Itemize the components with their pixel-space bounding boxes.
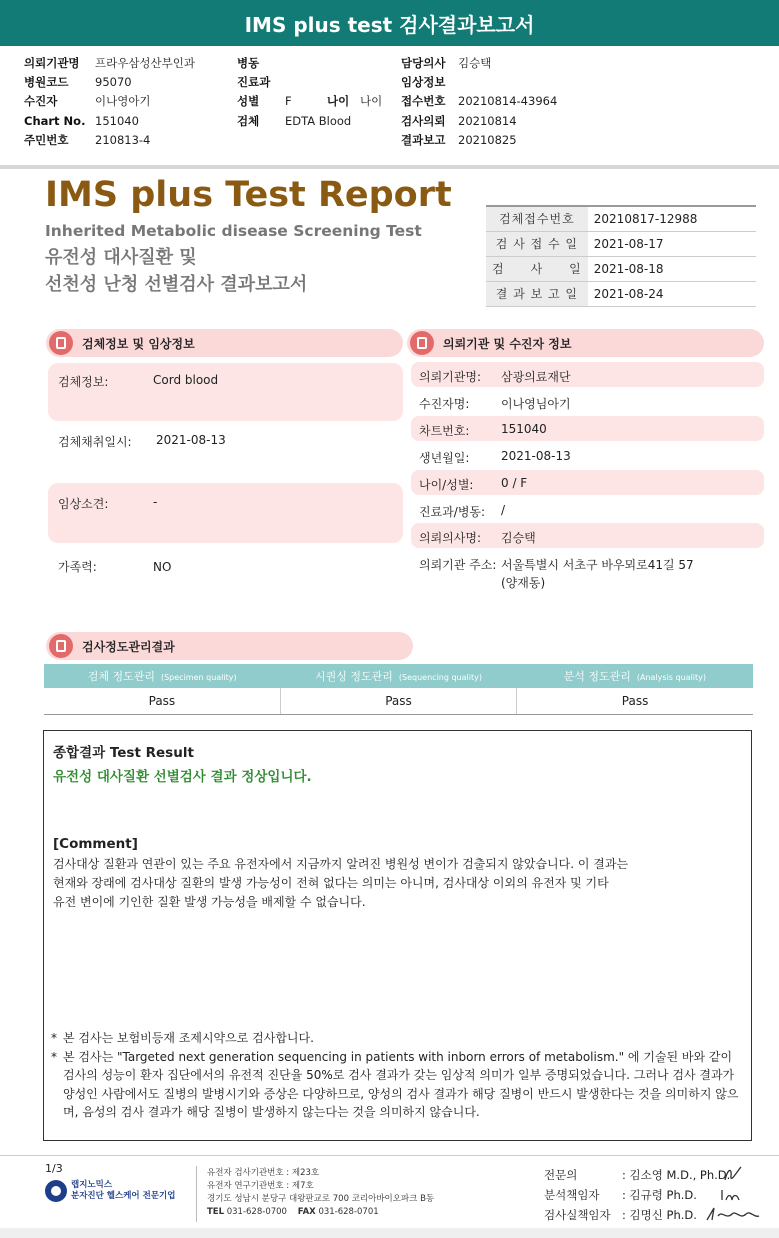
chart-no-value: 151040 xyxy=(95,113,139,128)
table-row xyxy=(486,206,756,231)
client-row-label: 의뢰기관명: xyxy=(419,370,482,384)
report-subtitle-ko xyxy=(45,244,307,298)
page-number: 1/3 xyxy=(45,1162,63,1175)
receipt-key: 검 사 접 수 일 xyxy=(486,231,588,256)
signer-row xyxy=(544,1187,697,1203)
company-logo-icon xyxy=(45,1180,67,1202)
header-column-2 xyxy=(237,54,382,131)
qc-header-ko: 검체 정도관리 xyxy=(87,670,155,683)
comment-line: 유전 변이에 기인한 질환 발생 가능성을 배제할 수 없습니다. xyxy=(53,895,366,909)
qc-header-ko: 시퀀싱 정도관리 xyxy=(315,670,393,683)
client-row-value: 이나영님아기 xyxy=(501,397,571,411)
request-date-value: 20210814 xyxy=(458,113,517,128)
report-banner xyxy=(0,0,779,46)
client-row xyxy=(411,416,764,441)
collection-date-value: 2021-08-13 xyxy=(156,433,226,447)
signer-row xyxy=(544,1167,730,1183)
specimen-value: EDTA Blood xyxy=(285,113,352,128)
clinical-info-label: 임상정보 xyxy=(401,75,446,90)
client-row-label: 차트번호: xyxy=(419,424,470,438)
signer-name: : 김명신 Ph.D. xyxy=(622,1208,697,1222)
receipt-key: 결 과 보 고 일 xyxy=(486,281,588,306)
comment-line: 현재와 장래에 검사대상 질환의 발생 가능성이 전혀 없다는 의미는 아니며, 검사대상 이외의 유전자 및 기타 xyxy=(53,876,609,890)
company-name-line-2: 분자진단 헬스케어 전문기업 xyxy=(71,1191,176,1201)
clinical-findings-value: - xyxy=(153,495,158,509)
specimen-info-label: 검체정보: xyxy=(58,375,109,389)
specimen-section-label: 검체정보 및 임상정보 xyxy=(82,336,195,351)
client-row-value: 151040 xyxy=(501,422,547,436)
qc-header xyxy=(517,664,753,688)
note-text: 본 검사는 보험비등재 조제시약으로 검사합니다. xyxy=(63,1031,314,1045)
hospital-code-value: 95070 xyxy=(95,75,132,90)
test-result-title: 종합결과 Test Result xyxy=(53,745,194,761)
comment-title: [Comment] xyxy=(53,836,138,852)
patient-label: 수진자 xyxy=(24,94,58,109)
chart-no-label: Chart No. xyxy=(24,113,86,128)
sex-label: 성별 xyxy=(237,94,260,109)
client-address-row xyxy=(411,550,764,592)
client-name-label: 의뢰기관명 xyxy=(24,56,80,70)
company-name xyxy=(71,1180,175,1202)
note-text: 본 검사는 "Targeted next generation sequencing in patients with inborn errors of metabolism." 에 기술된 바와 같이 검사의 성능이 환자 집단에서의 유전적 진단율 50%로 검사 결과가 갖는 임상적 의미가 일부 증명되었습니다. 그러나 검사 결과가 양성인 사람에서도 질병의 발병시기와 증상은 다양하므로, 양성의 검사 결과가 해당 질병이 반드시 발생한다는 것을 의미하지 않으며, 음성의 검사 결과가 해당 질병이 발생하지 않는다는 것을 의미하지 않습니다. xyxy=(63,1049,739,1119)
clipboard-icon xyxy=(410,331,434,355)
receipt-no-label: 접수번호 xyxy=(401,94,446,109)
client-section-title xyxy=(407,329,764,357)
signature-mark-1 xyxy=(722,1164,744,1184)
notes xyxy=(51,1029,746,1122)
signer-role: 분석책임자 xyxy=(544,1188,600,1202)
resident-no-value: 210813-4 xyxy=(95,132,151,147)
client-address-line-2: (양재동) xyxy=(501,576,546,590)
signer-name: : 김규령 Ph.D. xyxy=(622,1188,697,1202)
qc-header-en: (Analysis quality) xyxy=(636,673,707,682)
report-subtitle-ko-line-1: 유전성 대사질환 및 xyxy=(45,247,197,268)
specimen-info-value: Cord blood xyxy=(153,373,219,387)
signer-row xyxy=(544,1207,697,1223)
client-row-value: 2021-08-13 xyxy=(501,449,571,463)
qc-section-title xyxy=(46,632,413,660)
client-row-label: 진료과/병동: xyxy=(419,505,486,519)
receipt-table xyxy=(486,205,756,307)
qc-table xyxy=(44,664,753,715)
client-section-label: 의뢰기관 및 수진자 정보 xyxy=(443,336,572,351)
table-row xyxy=(44,664,753,688)
client-row xyxy=(411,389,764,414)
resident-no-label: 주민번호 xyxy=(24,132,69,147)
receipt-no-value: 20210814-43964 xyxy=(458,94,558,109)
client-row-value: 삼광의료재단 xyxy=(501,370,571,384)
qc-value: Pass xyxy=(517,688,753,714)
header-column-3 xyxy=(401,54,557,150)
qc-value: Pass xyxy=(44,688,280,714)
qc-header-en: (Sequencing quality) xyxy=(398,673,482,682)
report-date-label: 결과보고 xyxy=(401,132,446,147)
client-row-label: 생년월일: xyxy=(419,451,470,465)
comment-body xyxy=(53,855,743,912)
qc-header-en: (Specimen quality) xyxy=(160,673,237,682)
client-address-line-1: 서울특별시 서초구 바우뫼로41길 57 xyxy=(501,558,694,572)
client-row xyxy=(411,470,764,495)
client-address-label: 의뢰기관 주소: xyxy=(419,558,497,572)
specimen-label: 검체 xyxy=(237,113,260,128)
asterisk-icon: * xyxy=(51,1031,57,1045)
header-divider xyxy=(0,165,779,169)
qc-header xyxy=(280,664,516,688)
age-label: 나이 xyxy=(327,94,350,109)
family-history-label: 가족력: xyxy=(58,560,97,574)
ward-label: 병동 xyxy=(237,56,260,70)
client-row xyxy=(411,523,764,548)
bottom-bar xyxy=(0,1228,779,1238)
family-history-value: NO xyxy=(153,560,172,574)
footer-vertical-divider xyxy=(196,1166,197,1222)
qc-header xyxy=(44,664,280,688)
asterisk-icon: * xyxy=(51,1049,57,1064)
collection-date-box xyxy=(48,425,403,475)
client-row-value: / xyxy=(501,503,506,517)
note-item xyxy=(51,1048,746,1122)
report-subtitle-ko-line-2: 선천성 난청 선별검사 결과보고서 xyxy=(45,274,308,295)
company-info-line: 경기도 성남시 분당구 대왕판교로 700 코리아바이오파크 B동 xyxy=(207,1194,435,1204)
fax-label: FAX xyxy=(297,1207,316,1217)
client-row xyxy=(411,362,764,387)
client-row xyxy=(411,443,764,468)
test-result-box xyxy=(43,730,752,1141)
age-value: 나이 xyxy=(360,94,383,109)
qc-value: Pass xyxy=(280,688,516,714)
qc-section-label: 검사정도관리결과 xyxy=(82,639,175,654)
fax-value: 031-628-0701 xyxy=(318,1207,379,1217)
tel-value: 031-628-0700 xyxy=(226,1207,287,1217)
comment-line: 검사대상 질환과 연관이 있는 주요 유전자에서 지금까지 알려진 병원성 변이가 검출되지 않았습니다. 이 결과는 xyxy=(53,857,629,871)
receipt-key: 검 사 일 xyxy=(486,256,588,281)
table-row xyxy=(486,256,756,281)
client-row-value: 0 / F xyxy=(501,476,528,490)
clipboard-icon xyxy=(49,634,73,658)
company-contact xyxy=(207,1206,434,1219)
specimen-info-box xyxy=(48,363,403,421)
company-info xyxy=(207,1167,434,1219)
report-subtitle-en: Inherited Metabolic disease Screening Test xyxy=(45,222,422,240)
clipboard-icon xyxy=(49,331,73,355)
signer-role: 검사실책임자 xyxy=(544,1208,611,1222)
table-row xyxy=(486,281,756,306)
header-column-1 xyxy=(24,54,195,150)
report-date-value: 20210825 xyxy=(458,132,517,147)
signer-name: : 김소영 M.D., Ph.D. xyxy=(622,1168,731,1182)
signature-mark-3 xyxy=(704,1204,762,1224)
client-row-label: 나이/성별: xyxy=(419,478,474,492)
banner-title: IMS plus test 검사결과보고서 xyxy=(244,12,535,37)
receipt-value: 2021-08-18 xyxy=(588,256,756,281)
receipt-key: 검체접수번호 xyxy=(486,206,588,231)
receipt-value: 2021-08-17 xyxy=(588,231,756,256)
patient-value: 이나영아기 xyxy=(95,94,151,109)
note-item xyxy=(51,1029,746,1048)
table-row xyxy=(486,231,756,256)
client-row-label: 수진자명: xyxy=(419,397,470,411)
family-history-box xyxy=(48,550,403,590)
client-row-value: 김승택 xyxy=(501,531,536,545)
clinical-findings-box xyxy=(48,483,403,543)
company-info-line: 유전자 검사기관번호 : 제23호 xyxy=(207,1168,320,1178)
tel-label: TEL xyxy=(207,1207,225,1217)
client-name-value: 프라우삼성산부인과 xyxy=(95,56,195,70)
company-name-line-1: 랩지노믹스 xyxy=(71,1180,113,1190)
signer-role: 전문의 xyxy=(544,1168,578,1182)
doctor-value: 김승택 xyxy=(458,56,492,70)
collection-date-label: 검체채취일시: xyxy=(58,435,132,449)
report-title: IMS plus Test Report xyxy=(45,175,452,215)
receipt-value: 20210817-12988 xyxy=(588,206,756,231)
receipt-value: 2021-08-24 xyxy=(588,281,756,306)
company-info-line: 유전자 연구기관번호 : 제7호 xyxy=(207,1181,314,1191)
hospital-code-label: 병원코드 xyxy=(24,75,69,90)
request-date-label: 검사의뢰 xyxy=(401,113,446,128)
signature-mark-2 xyxy=(718,1186,746,1204)
sex-value: F xyxy=(285,94,292,109)
client-row xyxy=(411,497,764,522)
clinical-findings-label: 임상소견: xyxy=(58,497,109,511)
test-result-summary: 유전성 대사질환 선별검사 결과 정상입니다. xyxy=(53,769,312,785)
table-row xyxy=(44,688,753,714)
qc-header-ko: 분석 정도관리 xyxy=(563,670,631,683)
department-label: 진료과 xyxy=(237,75,271,90)
specimen-section-title xyxy=(46,329,403,357)
client-row-label: 의뢰의사명: xyxy=(419,531,482,545)
doctor-label: 담당의사 xyxy=(401,56,446,70)
footer-divider xyxy=(0,1155,779,1156)
